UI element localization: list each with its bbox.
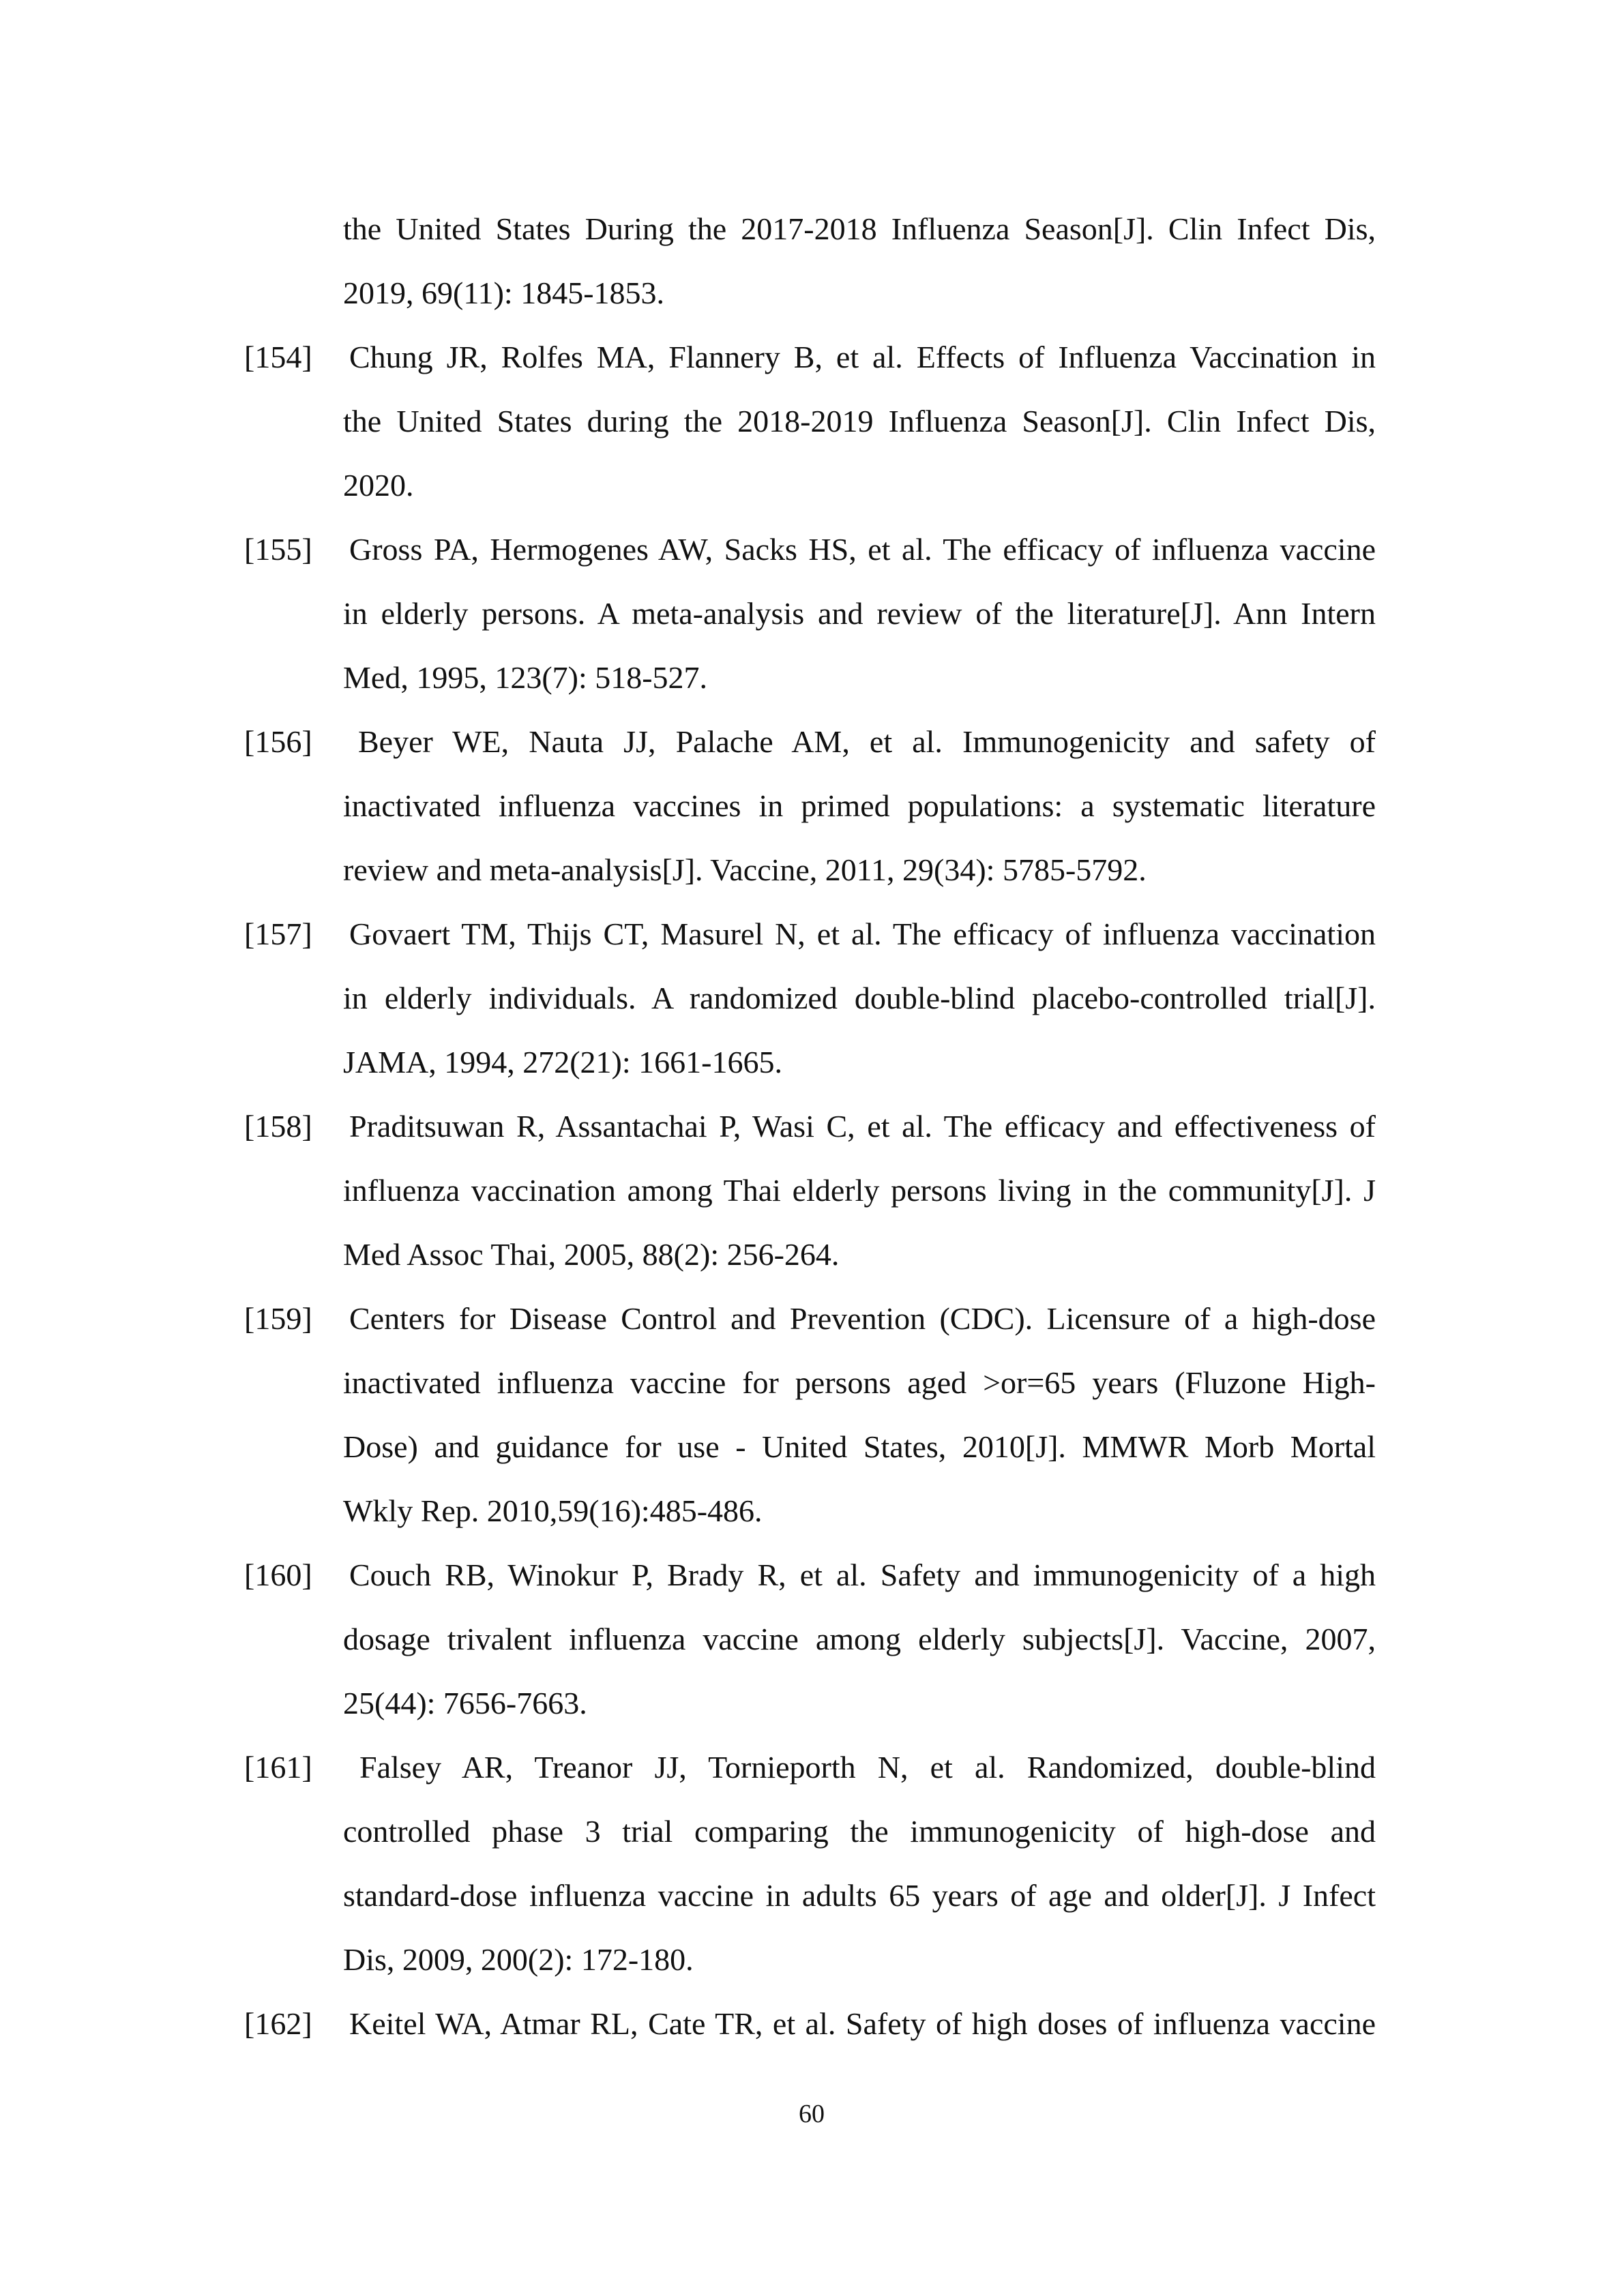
reference-line: dosage trivalent influenza vaccine among elderly subjects[J]. Vaccine, 2007, bbox=[343, 1622, 1376, 1656]
reference-number: [157] bbox=[244, 916, 312, 951]
reference-number: [161] bbox=[244, 1750, 312, 1785]
reference-number: [160] bbox=[244, 1557, 312, 1592]
reference-line: Falsey AR, Treanor JJ, Tornieporth N, et al. Randomized, double-blind bbox=[359, 1750, 1376, 1785]
reference-line: Keitel WA, Atmar RL, Cate TR, et al. Safety of high doses of influenza vaccine bbox=[349, 2006, 1376, 2041]
reference-number: [155] bbox=[244, 532, 312, 567]
reference-line: standard-dose influenza vaccine in adults 65 years of age and older[J]. J Infect bbox=[343, 1878, 1376, 1913]
reference-number: [156] bbox=[244, 724, 312, 759]
reference-line: Govaert TM, Thijs CT, Masurel N, et al. The efficacy of influenza vaccination bbox=[349, 916, 1376, 951]
reference-line: Praditsuwan R, Assantachai P, Wasi C, et al. The efficacy and effectiveness of bbox=[349, 1109, 1376, 1144]
reference-line: JAMA, 1994, 272(21): 1661-1665. bbox=[343, 1045, 782, 1079]
reference-line: Wkly Rep. 2010,59(16):485-486. bbox=[343, 1493, 763, 1528]
reference-line: Med, 1995, 123(7): 518-527. bbox=[343, 660, 708, 695]
reference-line: 25(44): 7656-7663. bbox=[343, 1686, 587, 1720]
reference-number: [154] bbox=[244, 340, 312, 374]
reference-line: Med Assoc Thai, 2005, 88(2): 256-264. bbox=[343, 1237, 840, 1272]
reference-line: in elderly individuals. A randomized double-blind placebo-controlled trial[J]. bbox=[343, 981, 1376, 1015]
reference-number: [159] bbox=[244, 1301, 312, 1336]
reference-line: Couch RB, Winokur P, Brady R, et al. Safety and immunogenicity of a high bbox=[349, 1557, 1376, 1592]
reference-line: Gross PA, Hermogenes AW, Sacks HS, et al. The efficacy of influenza vaccine bbox=[349, 532, 1376, 567]
reference-line: the United States during the 2018-2019 Influenza Season[J]. Clin Infect Dis, bbox=[343, 404, 1376, 438]
reference-line: 2020. bbox=[343, 468, 414, 503]
reference-number: [158] bbox=[244, 1109, 312, 1144]
reference-line: Chung JR, Rolfes MA, Flannery B, et al. Effects of Influenza Vaccination in bbox=[349, 340, 1376, 374]
reference-line: Dis, 2009, 200(2): 172-180. bbox=[343, 1942, 694, 1977]
reference-number: [162] bbox=[244, 2006, 312, 2041]
reference-line: influenza vaccination among Thai elderly persons living in the community[J]. J bbox=[343, 1173, 1376, 1208]
reference-line: inactivated influenza vaccines in primed populations: a systematic literature bbox=[343, 788, 1376, 823]
reference-line: Beyer WE, Nauta JJ, Palache AM, et al. Immunogenicity and safety of bbox=[358, 724, 1376, 759]
reference-line: 2019, 69(11): 1845-1853. bbox=[343, 275, 665, 310]
reference-line: Centers for Disease Control and Prevention (CDC). Licensure of a high-dose bbox=[349, 1301, 1376, 1336]
reference-line: Dose) and guidance for use - United States, 2010[J]. MMWR Morb Mortal bbox=[343, 1429, 1376, 1464]
reference-line: inactivated influenza vaccine for persons aged >or=65 years (Fluzone High- bbox=[343, 1365, 1376, 1400]
reference-line: in elderly persons. A meta-analysis and review of the literature[J]. Ann Intern bbox=[343, 596, 1376, 631]
reference-line: the United States During the 2017-2018 Influenza Season[J]. Clin Infect Dis, bbox=[343, 211, 1376, 246]
page-number: 60 bbox=[799, 2100, 825, 2128]
reference-line: review and meta-analysis[J]. Vaccine, 2011, 29(34): 5785-5792. bbox=[343, 852, 1147, 887]
reference-line: controlled phase 3 trial comparing the immunogenicity of high-dose and bbox=[343, 1814, 1376, 1849]
